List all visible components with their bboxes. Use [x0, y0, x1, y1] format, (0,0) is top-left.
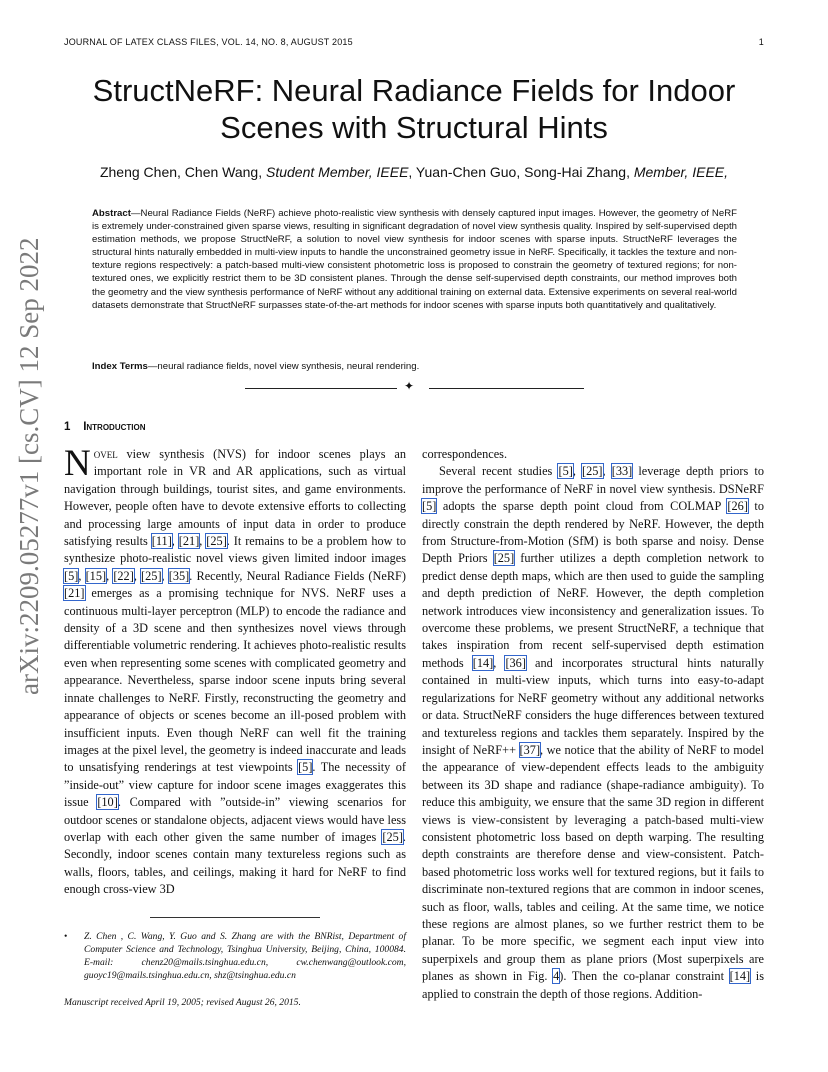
citation-link[interactable]: [36]: [505, 655, 526, 670]
citation-link[interactable]: [14]: [729, 969, 751, 984]
journal-line: JOURNAL OF LATEX CLASS FILES, VOL. 14, NO. 8, AUGUST 2015: [64, 37, 353, 47]
author-role-1: Student Member, IEEE: [266, 164, 409, 180]
citation-link[interactable]: [26]: [727, 499, 748, 514]
page-number: 1: [758, 37, 764, 47]
footnote-text: Z. Chen , C. Wang, Y. Guo and S. Zhang are with the BNRist, Department of Computer Science and Technology, Tsinghua University, Beijing, China, 100084. E-mail: chenz20@mails.tsinghua.edu.cn, cw.chenwang@outlook.com, guoyc19@mails.tsinghua.edu.cn, shz@tsinghua.edu.cn: [84, 931, 406, 982]
citation-link[interactable]: [33]: [611, 464, 633, 479]
citation-link[interactable]: [21]: [178, 534, 200, 549]
intro-paragraph-1: Novel view synthesis (NVS) for indoor scenes plays an important role in VR and AR applications, such as virtual navigation through buildings, tourist sites, and game environments. However, people often have to devote extensive efforts to collecting and processing large amounts of input data in order to produce satisfying results [11], [21], [25]. It remains to be a problem how to synthesize photo-realistic novel views given limited indoor images [5], [15], [22], [25], [35]. Recently, Neural Radiance Fields (NeRF) [21] emerges as a promising technique for NVS. NeRF uses a continuous multi-layer perceptron (MLP) to encode the radiance and density of a 3D scene and then synthesizes novel views through differentiable volumetric rendering. It achieves photo-realistic results even when representing some scenes with complicated geometry and appearance. Nevertheless, sparse indoor scene inputs bring several innate challenges to NeRF. Firstly, reconstructing the geometry and appearance of objects or scenes become an ill-posed problem with insufficient inputs. Even though NeRF can well fit the training images at the pixel level, the geometry is indeed inaccurate and leads to unsatisfying renderings at test viewpoints [5]. The necessity of ”inside-out” view capture for indoor scene images exaggerates this issue [10]. Compared with ”outside-in” viewing scenarios for outdoor scenes or standalone objects, adjacent views would have less overlap with each other given the same number of images [25]. Secondly, indoor scenes contain many textureless regions such as walls, floors, tables, and ceilings, making it hard for NeRF to find enough cross-view 3D: [64, 443, 406, 897]
section-title: Introduction: [83, 421, 146, 433]
paper-title: StructNeRF: Neural Radiance Fields for Indoor Scenes with Structural Hints: [92, 73, 736, 145]
body-column-right: [422, 446, 764, 1003]
footnote-rule: [150, 917, 320, 918]
author-role-2: Member, IEEE,: [633, 164, 729, 180]
footnote-bullet: •: [64, 931, 68, 942]
intro-paragraph-2: Several recent studies [5], [25], [33] leverage depth priors to improve the performance of NeRF in novel view synthesis. DSNeRF [5] adopts the sparse depth point cloud from COLMAP [26] to directly constrain the depth rendered by NeRF. However, the depth from Structure-from-Motion (SfM) is both sparse and noisy. Dense Depth Priors [25] further utilizes a depth completion network to predict dense depth maps, which are then used to guide the sampling and depth prediction of NeRF. However, the depth completion network introduces view inconsistency and generalization issues. To overcome these problems, we present StructNeRF, a technique that takes inspiration from recent self-supervised depth estimation methods [14], [36] and incorporates structural hints naturally contained in multi-view inputs, which turns into easy-to-adapt regularizations for NeRF geometry without any additional networks or data. StructNeRF considers the huge differences between textured and textureless regions and tackles them separately. Inspired by the insight of NeRF++ [37], we notice that the ability of NeRF to model the appearance of view-dependent effects leads to the ambiguity between its 3D shape and radiance (shape-radiance ambiguity). To reduce this ambiguity, we ensure that the same 3D region in different views is view-consistent by leveraging a patch-based multi-view consistent photometric loss based on depth warping. The resulting depth constraints are therefore dense and view-consistent. Patch-based photometric loss works well for textured regions, but it fails to discriminate non-textured regions that are common in indoor scenes, such as floor, walls, tables and ceiling. At the same time, we notice these regions are almost planes, so we further restrict them to be planar. To be more specific, we segment each input view into superpixels and group them as plane priors (Most superpixels are planes as shown in Fig. 4). Then the co-planar constraint [14] is applied to constrain the depth of those regions. Addition-: [422, 464, 765, 1001]
citation-link[interactable]: [25]: [382, 829, 403, 844]
author-names-2: , Yuan-Chen Guo, Song-Hai Zhang,: [408, 164, 634, 180]
section-number: 1: [64, 421, 71, 433]
index-terms-label: Index Terms: [92, 361, 148, 372]
index-terms-text: —neural radiance fields, novel view synthesis, neural rendering.: [147, 361, 420, 372]
citation-link[interactable]: [25]: [493, 551, 515, 566]
section-divider: [0, 379, 828, 397]
citation-link[interactable]: [14]: [472, 655, 494, 670]
body-column-left: [64, 443, 406, 899]
citation-link[interactable]: [21]: [64, 586, 85, 601]
citation-link[interactable]: [25]: [206, 534, 227, 549]
citation-link[interactable]: [25]: [141, 568, 162, 583]
citation-link[interactable]: [11]: [151, 534, 172, 549]
abstract-text: —Neural Radiance Fields (NeRF) achieve photo-realistic view synthesis with densely captured input images. However, the geometry of NeRF is extremely under-constrained given sparse views, resulting in significant degradation of novel view synthesis quality. Inspired by self-supervised depth estimation methods, we propose StructNeRF, a solution to novel view synthesis for indoor scenes with sparse inputs. StructNeRF leverages the structural hints naturally embedded in multi-view inputs to handle the unconstrained geometry issue in NeRF. Specifically, it tackles the texture and non-texture regions respectively: a patch-based multi-view consistent photometric loss is proposed to constrain the geometry of textured regions; for non-textured ones, we explicitly restrict them to be 3D consistent planes. Through the dense self-supervised depth constraints, our method improves both the geometry and the view synthesis performance of NeRF without any additional training on external data. Extensive experiments on several real-world datasets demonstrate that StructNeRF surpasses state-of-the-art methods for indoor scenes with sparse inputs both quantitatively and qualitatively.: [92, 208, 737, 311]
citation-link[interactable]: [5]: [422, 499, 437, 514]
citation-link[interactable]: [5]: [558, 464, 573, 479]
citation-link[interactable]: [25]: [582, 464, 603, 479]
divider-line-left: [245, 388, 397, 389]
abstract: [92, 207, 737, 312]
drop-cap: N: [64, 443, 91, 484]
citation-link[interactable]: [5]: [298, 760, 313, 775]
section-heading: [64, 421, 146, 433]
author-names-1: Zheng Chen, Chen Wang,: [99, 164, 266, 180]
manuscript-note: Manuscript received April 19, 2005; revised August 26, 2015.: [64, 997, 301, 1008]
divider-line-right: [429, 388, 584, 389]
author-line: [60, 164, 768, 180]
citation-link[interactable]: [15]: [85, 568, 107, 583]
arxiv-stamp[interactable]: arXiv:2209.05277v1 [cs.CV] 12 Sep 2022: [14, 237, 44, 695]
divider-star-icon: ✦: [404, 379, 415, 393]
figure-link[interactable]: 4: [553, 969, 560, 984]
affiliation-footnote: [64, 930, 406, 982]
citation-link[interactable]: [35]: [168, 568, 190, 583]
intro-paragraph-1-cont: correspondences.: [422, 447, 508, 461]
citation-link[interactable]: [37]: [519, 742, 541, 757]
citation-link[interactable]: [5]: [64, 568, 79, 583]
citation-link[interactable]: [10]: [97, 795, 118, 810]
abstract-label: Abstract: [92, 208, 131, 219]
citation-link[interactable]: [22]: [113, 568, 134, 583]
running-header: [64, 37, 764, 47]
index-terms: [92, 361, 737, 372]
